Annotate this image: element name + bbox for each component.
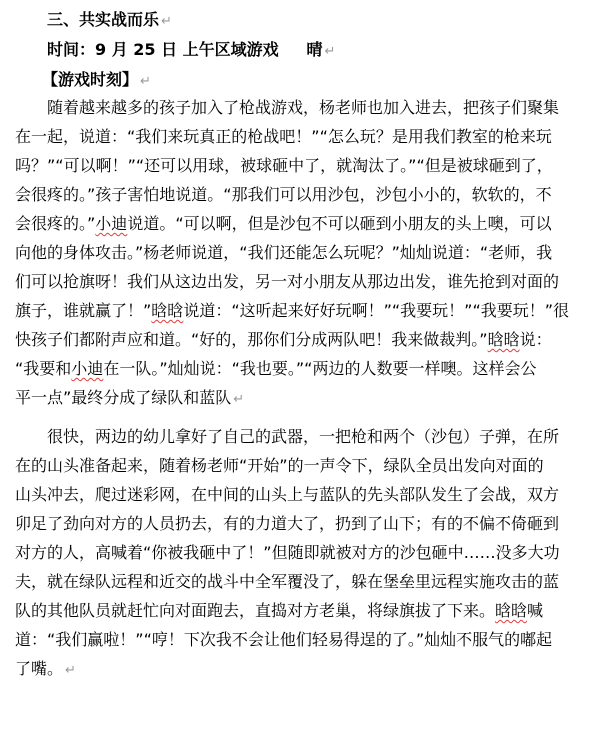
p1-line-6: 向他的身体攻击。”杨老师说道，“我们还能怎么玩呢？”灿灿说道：“老师，我 xyxy=(15,243,553,262)
p2-line-7: 队的其他队员就赶忙向对面跑去，直捣对方老巢，将绿旗拔了下来。晗晗喊 xyxy=(15,601,544,620)
paragraph-mark-icon: ↵ xyxy=(324,44,336,59)
p2-line-3: 山头冲去，爬过迷彩网，在中间的山头上与蓝队的先头部队发生了会战，双方 xyxy=(15,485,560,504)
heading-line xyxy=(47,10,172,32)
time-text: 时间：9 月 25 日 上午区域游戏 晴 xyxy=(47,40,323,59)
time-line xyxy=(47,40,335,62)
section-tag: 【游戏时刻】 xyxy=(42,70,139,89)
p1-line-2: 在一起，说道：“我们来玩真正的枪战吧！”“怎么玩？是用我们教室的枪来玩 xyxy=(15,127,552,146)
p1-line-1: 随着越来越多的孩子加入了枪战游戏，杨老师也加入进去，把孩子们聚集 xyxy=(47,98,560,117)
name-xiaodi: 小迪 xyxy=(71,359,104,378)
p1-line-4: 会很疼的。”孩子害怕地说道。“那我们可以用沙包，沙包小小的，软软的，不 xyxy=(15,185,552,204)
name-hanhan: 晗晗 xyxy=(487,330,520,349)
p1-line-5: 会很疼的。”小迪说道。“可以啊，但是沙包不可以砸到小朋友的头上噢，可以 xyxy=(15,214,552,233)
p1-line-11: 平一点”最终分成了绿队和蓝队 ↵ xyxy=(15,388,245,407)
p1-line-3: 吗？”“可以啊！”“还可以用球，被球砸中了，就淘汰了。”“但是被球砸到了， xyxy=(15,156,553,175)
paragraph-mark-icon: ↵ xyxy=(161,14,172,29)
section-heading: 三、共实战而乐 xyxy=(47,10,160,29)
p1-line-8: 旗子，谁就赢了！”晗晗说道：“这听起来好好玩啊！”“我要玩！”“我要玩！”很 xyxy=(15,301,570,320)
p2-line-1: 很快，两边的幼儿拿好了自己的武器，一把枪和两个（沙包）子弹，在所 xyxy=(47,427,560,446)
name-hanhan: 晗晗 xyxy=(151,301,184,320)
p1-line-10: “我要和小迪在一队。”灿灿说：“我也要。”“两边的人数要一样噢。这样会公 xyxy=(15,359,537,378)
name-hanhan: 晗晗 xyxy=(495,601,528,620)
p1-line-7: 们可以抢旗呀！我们从这边出发，另一对小朋友从那边出发，谁先抢到对面的 xyxy=(15,272,560,291)
section-tag-line xyxy=(42,70,151,92)
name-xiaodi: 小迪 xyxy=(95,214,128,233)
p2-line-9: 了嘴。 ↵ xyxy=(15,659,76,678)
paragraph-mark-icon: ↵ xyxy=(65,663,76,678)
p2-line-8: 道：“我们赢啦！”“哼！下次我不会让他们轻易得逞的了。”灿灿不服气的嘟起 xyxy=(15,630,553,649)
p2-line-6: 夫，就在绿队远程和近交的战斗中全军覆没了，躲在堡垒里远程实施攻击的蓝 xyxy=(15,572,560,591)
paragraph-mark-icon: ↵ xyxy=(140,74,151,89)
p2-line-5: 对方的人，高喊着“你被我砸中了！”但随即就被对方的沙包砸中……没多大功 xyxy=(15,543,560,562)
p2-line-4: 卯足了劲向对方的人员扔去，有的力道大了，扔到了山下；有的不偏不倚砸到 xyxy=(15,514,560,533)
p2-line-2: 在的山头准备起来，随着杨老师“开始”的一声令下，绿队全员出发向对面的 xyxy=(15,456,544,475)
p1-line-9: 快孩子们都附声应和道。“好的，那你们分成两队吧！我来做裁判。”晗晗说： xyxy=(15,330,552,349)
paragraph-mark-icon: ↵ xyxy=(233,392,245,407)
